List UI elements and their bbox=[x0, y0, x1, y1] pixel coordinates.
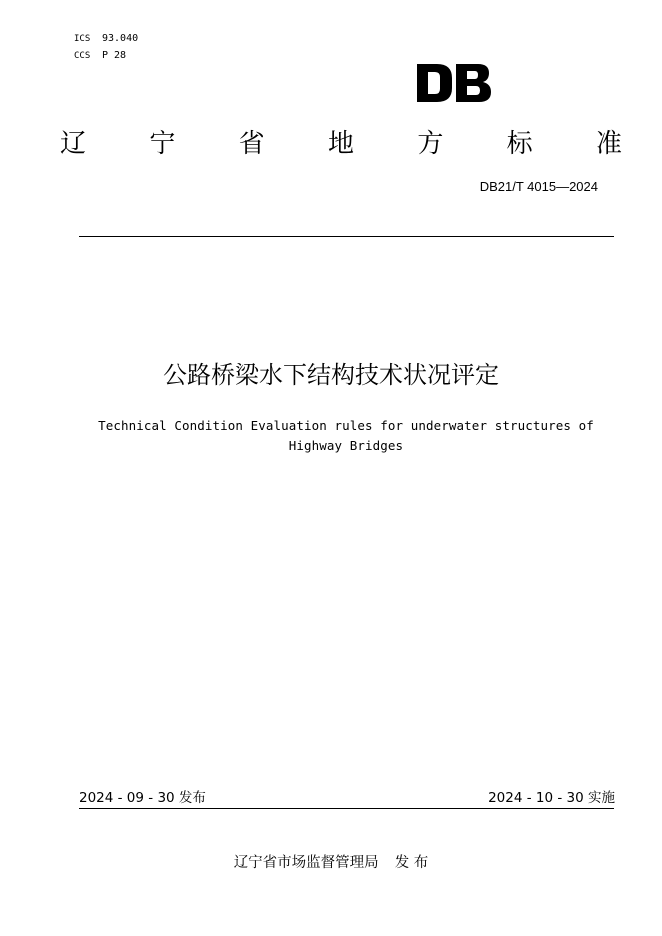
publisher-action: 发 布 bbox=[394, 855, 429, 871]
logo-letter-d-icon bbox=[417, 64, 452, 102]
standard-type-char: 省 bbox=[238, 129, 265, 159]
ics-label: ICS bbox=[74, 34, 91, 44]
ics-code: 93.040 bbox=[102, 33, 139, 44]
footer-divider bbox=[79, 808, 614, 809]
document-title-zh: 公路桥梁水下结构技术状况评定 bbox=[163, 361, 499, 389]
header-divider bbox=[79, 236, 614, 237]
logo-letter-b-icon bbox=[456, 64, 491, 102]
publisher-name: 辽宁省市场监督管理局 bbox=[233, 855, 379, 871]
standard-type-heading bbox=[60, 124, 622, 164]
ccs-label: CCS bbox=[74, 51, 91, 61]
standard-type-char: 标 bbox=[506, 129, 533, 159]
ics-code-row bbox=[74, 33, 138, 45]
document-title-en-line2: Highway Bridges bbox=[288, 438, 404, 453]
ccs-code: P 28 bbox=[102, 50, 127, 61]
implement-date: 2024 - 10 - 30 实施 bbox=[488, 790, 615, 806]
standard-type-char: 地 bbox=[327, 129, 354, 159]
standard-type-char: 辽 bbox=[60, 129, 87, 159]
standard-number: DB21/T 4015—2024 bbox=[479, 179, 598, 194]
standard-type-char: 宁 bbox=[149, 129, 176, 159]
ccs-code-row bbox=[74, 50, 126, 62]
publisher-line bbox=[0, 853, 662, 873]
standard-type-char: 准 bbox=[595, 129, 622, 159]
document-title-en bbox=[81, 416, 611, 456]
issue-date: 2024 - 09 - 30 发布 bbox=[79, 790, 206, 806]
db-logo bbox=[417, 64, 491, 102]
document-title-en-line1: Technical Condition Evaluation rules for underwater structures of bbox=[98, 418, 594, 433]
standard-type-char: 方 bbox=[417, 129, 444, 159]
